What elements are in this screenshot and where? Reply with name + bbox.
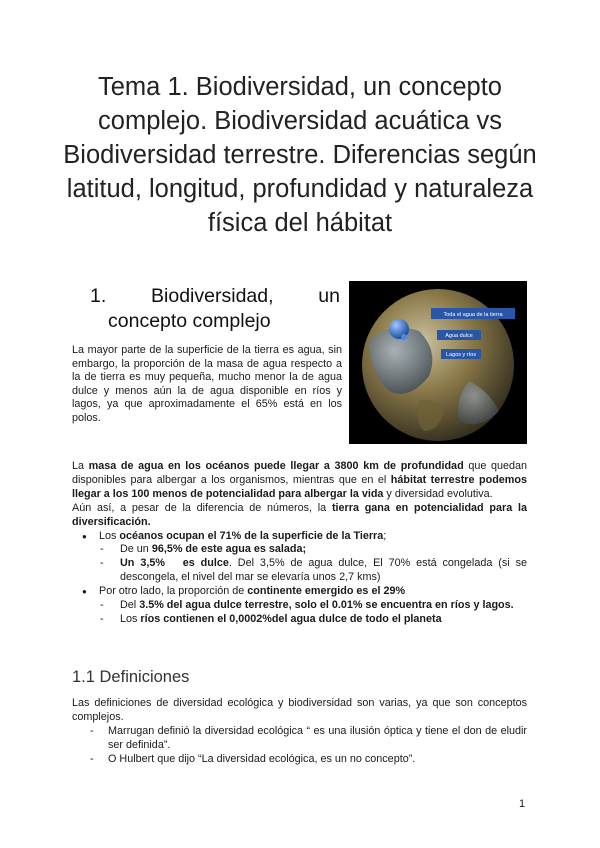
- bold-text: Un 3,5% es dulce: [120, 557, 229, 570]
- section-title-word: Biodiversidad,: [151, 285, 274, 307]
- water-globe-image: [349, 281, 527, 444]
- text-run: Del: [120, 599, 140, 612]
- text-run: De un: [120, 543, 152, 556]
- text-run: que quedan disponibles para albergar a los organismos, mientras que en el: [72, 460, 528, 486]
- list-item: [72, 530, 527, 586]
- paragraph: [72, 460, 527, 502]
- definition-list: [72, 725, 527, 767]
- list-item: - O Hulbert que dijo “La diversidad ecológica, es un no concepto”.: [72, 753, 527, 767]
- bold-text: 96,5% de este agua es salada;: [151, 543, 307, 556]
- bold-text: 3.5% del agua dulce terrestre, solo el 0.01% se encuentra en ríos y lagos.: [139, 599, 514, 612]
- section-title-word: un: [318, 285, 340, 307]
- subsection-heading: 1.1 Definiciones: [72, 668, 190, 686]
- text-run: Los: [99, 529, 120, 542]
- section-heading: [72, 284, 340, 334]
- text-run: Por otro lado, la proporción de: [99, 585, 248, 598]
- definitions-text: [72, 697, 527, 767]
- bold-text: hábitat terrestre podemos llegar a los 100 menos de potencialidad para albergar la vida: [72, 473, 527, 500]
- list-item: [72, 543, 527, 557]
- bullet-list: [72, 530, 527, 627]
- list-item: [72, 599, 527, 613]
- section-number: 1.: [90, 285, 107, 307]
- bold-text: continente emergido es el 29%: [247, 585, 406, 598]
- text-run: Aún así, a pesar de la diferencia de números, la: [72, 501, 332, 514]
- list-item: - Marrugan definió la diversidad ecológica “ es una ilusión óptica y tiene el don de eludir ser definida”.: [72, 725, 527, 753]
- list-item: [72, 613, 527, 627]
- body-text: [72, 460, 527, 627]
- text-run: y diversidad evolutiva.: [383, 487, 493, 500]
- bold-text: masa de agua en los océanos puede llegar a 3800 km de profundidad: [88, 460, 464, 472]
- paragraph: [72, 502, 527, 530]
- text-run: La: [72, 460, 89, 472]
- figure-label: Toda el agua de la tierra: [443, 312, 503, 318]
- list-item: [72, 557, 527, 585]
- water-drop-small: [405, 340, 408, 343]
- intro-paragraph: La mayor parte de la superficie de la tierra es agua, sin embargo, la proporción de la masa de agua respecto a la de tierra es muy pequeña, mucho menor la de agua dulce y menos aún la de agua disponible en ríos y lagos, ya que aproximadamente el 65% está en los polos.: [72, 344, 342, 424]
- page-title: Tema 1. Biodiversidad, un concepto complejo. Biodiversidad acuática vs Biodiversidad terrestre. Diferencias según latitud, longitud, profundidad y naturaleza física del hábitat: [63, 73, 537, 237]
- sub-list: [72, 543, 527, 585]
- section-title-line2: concepto complejo: [108, 310, 271, 332]
- text-run: . Del 3,5% de agua dulce, El 70% está congelada (si se descongela, el nivel del mar se elevaría unos 2,7 kms): [120, 557, 528, 584]
- page-number: 1: [519, 798, 526, 810]
- sub-list: [72, 599, 527, 627]
- bold-text: océanos ocupan el 71% de la superficie de la Tierra: [119, 529, 384, 542]
- list-item: [72, 585, 527, 627]
- water-drop-medium: [401, 334, 407, 340]
- bold-text: tierra gana en potencialidad para la diversificación.: [72, 501, 527, 528]
- bold-text: ríos contienen el 0,0002%del agua dulce de todo el planeta: [140, 612, 442, 625]
- figure-label: Agua dulce: [445, 333, 473, 339]
- text-run: ;: [383, 529, 387, 542]
- text-run: Los: [120, 612, 141, 625]
- figure-label: Lagos y ríos: [446, 352, 476, 358]
- paragraph: Las definiciones de diversidad ecológica y biodiversidad son varias, ya que son conceptos complejos.: [72, 697, 527, 723]
